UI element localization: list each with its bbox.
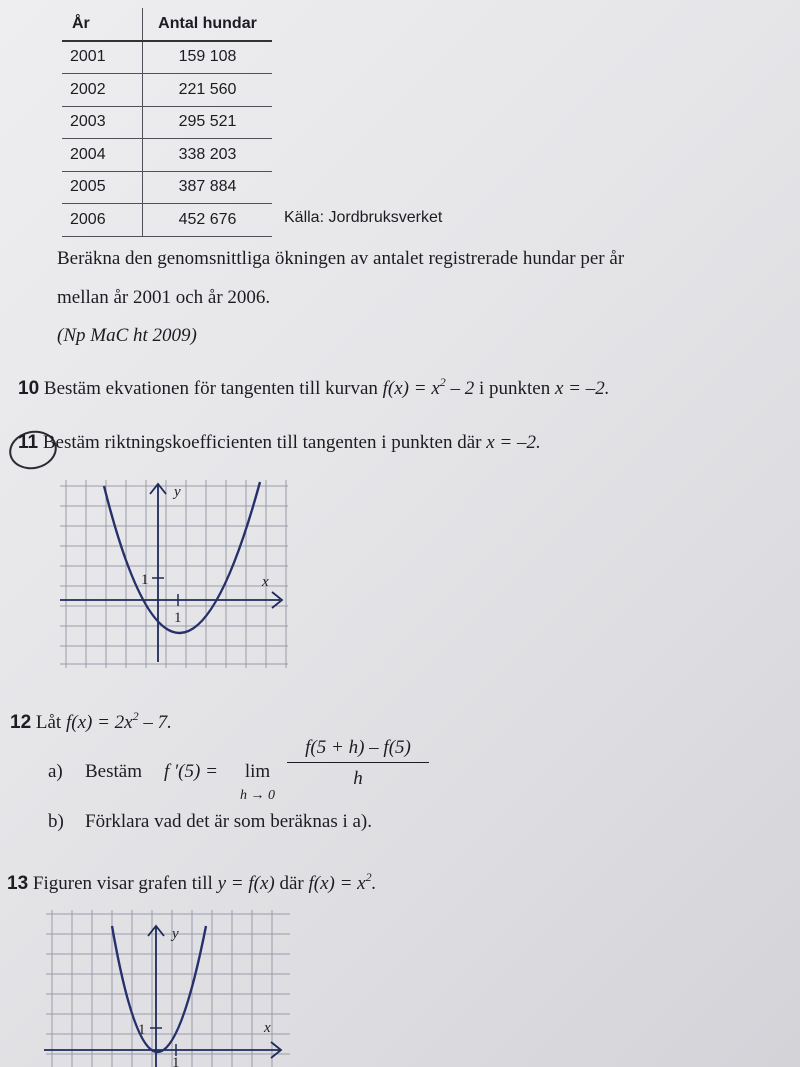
problem10-point: x = –2. [555, 378, 610, 399]
problem12-function: $f(x) = 2x^2 - 7$. [65, 709, 172, 733]
problem9-reference: (Np MaC ht 2009) [57, 325, 197, 346]
problem13-y-equation: y = f(x) [217, 873, 275, 894]
lim-text: lim [244, 761, 271, 782]
problem-number: 11 [18, 432, 39, 453]
problem11-text: Bestäm riktningskoefficienten till tangenten i punkten där [42, 432, 482, 453]
problem13-text-b: där [279, 873, 304, 894]
column-header-year: År [62, 8, 143, 41]
count-cell: 221 560 [143, 74, 273, 107]
column-header-dogs: Antal hundar [143, 8, 273, 41]
x-tick-label: 1 [174, 610, 182, 626]
problem10-function: $f(x) = x^2 - 2$ [382, 375, 475, 399]
problem13 [7, 870, 377, 894]
table-header-row [62, 8, 272, 41]
problem12-intro: Låt [35, 712, 62, 733]
y-tick-label: 1 [141, 572, 149, 588]
dog-count-table [62, 8, 272, 237]
problem-number: 12 [10, 712, 32, 733]
problem-number: 13 [7, 873, 29, 894]
count-cell: 387 884 [143, 171, 273, 204]
x-axis-label: x [262, 574, 269, 590]
problem12b-text: Förklara vad det är som beräknas i a). [85, 811, 373, 832]
grid [46, 910, 290, 1067]
problem10-text: Bestäm ekvationen för tangenten till kurvan [43, 378, 378, 399]
table-row [62, 74, 272, 107]
problem12b-label: b) [48, 811, 64, 832]
problem13-text: Figuren visar grafen till [32, 873, 213, 894]
problem11-point: x = –2. [486, 432, 541, 453]
problem12a-label: a) [48, 761, 63, 782]
problem13-function: $f(x) = x^2$. [308, 870, 377, 894]
problem10 [18, 375, 610, 399]
year-cell: 2005 [62, 171, 143, 204]
problem12 [10, 709, 172, 733]
problem11 [18, 433, 541, 453]
table-row [62, 204, 272, 237]
problem12a-derivative: f ′(5) = [164, 761, 218, 782]
x-axis-label: x [264, 1020, 271, 1036]
lim-subscript: h → 0 [240, 788, 275, 803]
parabola-graph-13 [40, 910, 295, 1067]
limit-operator [240, 762, 275, 806]
x-tick-label: 1 [172, 1055, 180, 1067]
numerator: f(5 + h) – f(5) [287, 738, 429, 763]
grid [60, 480, 288, 668]
problem9-line1: Beräkna den genomsnittliga ökningen av antalet registrerade hundar per år [57, 248, 625, 269]
y-tick-label: 1 [138, 1022, 146, 1038]
parabola-curve [104, 482, 260, 633]
table-row [62, 106, 272, 139]
denominator: h [353, 768, 363, 789]
year-cell: 2003 [62, 106, 143, 139]
count-cell: 159 108 [143, 41, 273, 74]
count-cell: 338 203 [143, 139, 273, 172]
problem-number: 10 [18, 378, 40, 399]
problem9-line2: mellan år 2001 och år 2006. [57, 287, 271, 308]
year-cell: 2002 [62, 74, 143, 107]
problem10-text-b: i punkten [479, 378, 551, 399]
table-row [62, 171, 272, 204]
count-cell: 452 676 [143, 204, 273, 237]
year-cell: 2004 [62, 139, 143, 172]
parabola-graph-11 [50, 472, 295, 672]
table-row [62, 41, 272, 74]
year-cell: 2006 [62, 204, 143, 237]
problem12a-text: Bestäm [85, 761, 142, 782]
difference-quotient [287, 738, 429, 789]
table-source: Källa: Jordbruksverket [284, 209, 443, 226]
count-cell: 295 521 [143, 106, 273, 139]
y-axis-label: y [174, 484, 181, 500]
y-axis-label: y [172, 926, 179, 942]
year-cell: 2001 [62, 41, 143, 74]
table-row [62, 139, 272, 172]
